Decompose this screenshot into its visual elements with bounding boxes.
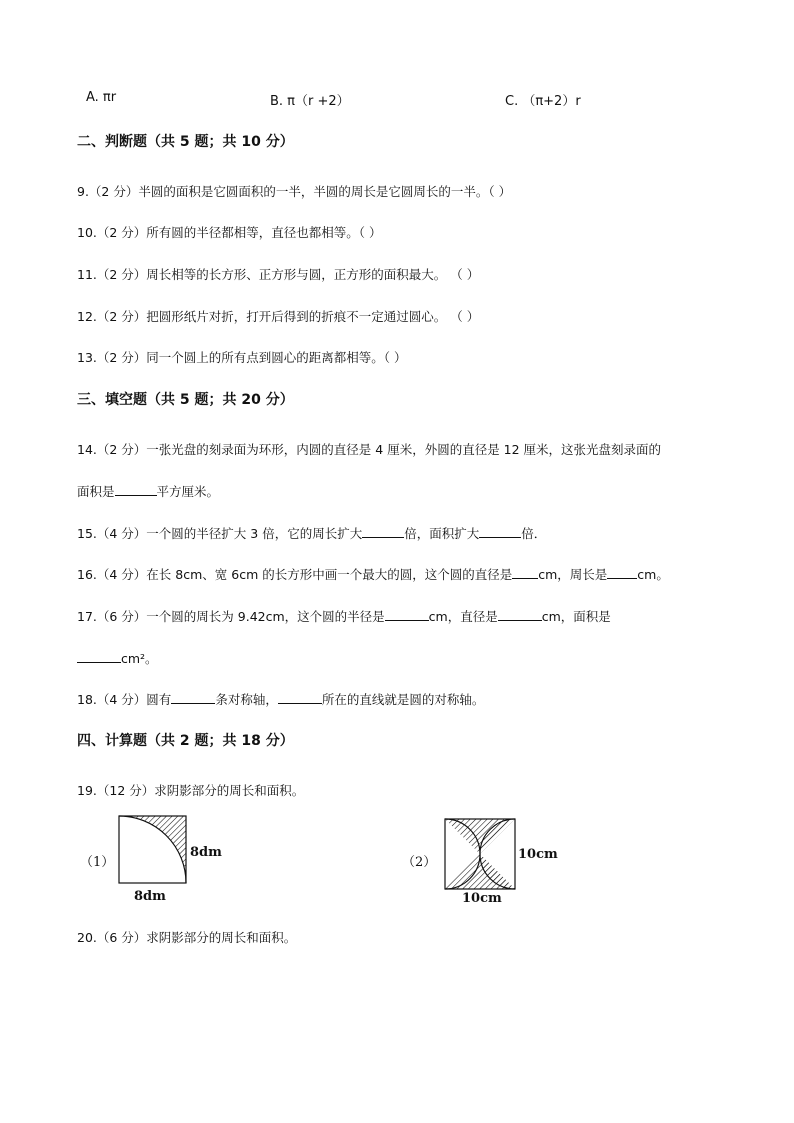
question-12: 12.（2 分）把圆形纸片对折，打开后得到的折痕不一定通过圆心。 （ ） [77,309,480,324]
question-13: 13.（2 分）同一个圆上的所有点到圆心的距离都相等。（ ） [77,350,407,365]
shaded-region [119,816,186,883]
question-17-line2 [77,649,158,667]
figure-2-label: （2） [402,855,437,870]
question-17 [77,607,611,625]
question-9: 9.（2 分）半圆的面积是它圆面积的一半，半圆的周长是它圆周长的一半。（ ） [77,184,512,199]
side-length-label: 8dm [190,845,222,860]
side-length-label: 10cm [518,847,558,862]
section-heading-calc: 四、计算题（共 2 题；共 18 分） [77,733,294,749]
question-16 [77,565,669,583]
q16-text-b: cm，周长是 [538,567,608,582]
q16-text-a: 16.（4 分）在长 8cm、宽 6cm 的长方形中画一个最大的圆，这个圆的直径是 [77,567,513,582]
option-b: B. π（r +2） [270,94,350,109]
question-14-line2 [77,482,219,500]
question-20: 20.（6 分）求阴影部分的周长和面积。 [77,930,297,945]
q18-text-b: 条对称轴， [215,692,278,707]
answer-blank[interactable] [77,650,121,663]
q17-text-b: cm，直径是 [428,609,498,624]
question-14: 14.（2 分）一张光盘的刻录面为环形，内圆的直径是 4 厘米，外圆的直径是 12 厘米，这张光盘刻录面的 [77,442,662,457]
q17-text-d: cm²。 [121,651,158,666]
bottom-length-label: 10cm [462,891,502,906]
question-19: 19.（12 分）求阴影部分的周长和面积。 [77,783,305,798]
q16-text-c: cm。 [637,567,669,582]
answer-blank[interactable] [512,566,538,579]
q18-text-c: 所在的直线就是圆的对称轴。 [321,692,485,707]
answer-blank[interactable] [115,483,157,496]
bottom-length-label: 8dm [134,889,166,904]
section-heading-judge: 二、判断题（共 5 题；共 10 分） [77,134,294,150]
answer-blank[interactable] [385,608,429,621]
question-15 [77,524,546,542]
figure-1-diagram [108,812,238,904]
q15-text-b: 倍，面积扩大 [404,526,480,541]
figure-2 [440,815,560,910]
question-18 [77,690,484,708]
option-a: A. πr [86,90,117,105]
answer-blank[interactable] [362,525,404,538]
q14-text-b: 平方厘米。 [156,484,220,499]
q18-text-a: 18.（4 分）圆有 [77,692,172,707]
question-10: 10.（2 分）所有圆的半径都相等，直径也都相等。（ ） [77,225,382,240]
answer-blank[interactable] [171,691,215,704]
q17-text-a: 17.（6 分）一个圆的周长为 9.42cm，这个圆的半径是 [77,609,385,624]
answer-blank[interactable] [479,525,521,538]
answer-blank[interactable] [607,566,637,579]
section-heading-fill: 三、填空题（共 5 题；共 20 分） [77,392,294,408]
q15-text-c: 倍． [521,526,547,541]
q17-text-c: cm，面积是 [541,609,611,624]
q15-text-a: 15.（4 分）一个圆的半径扩大 3 倍，它的周长扩大 [77,526,363,541]
option-c: C. （π+2）r [505,94,581,109]
figure-1 [108,812,238,907]
question-11: 11.（2 分）周长相等的长方形、正方形与圆，正方形的面积最大。 （ ） [77,267,480,282]
answer-blank[interactable] [278,691,322,704]
q14-text-a: 面积是 [77,484,115,499]
answer-blank[interactable] [498,608,542,621]
figure-1-label: （1） [80,855,115,870]
figure-2-diagram [440,815,560,907]
